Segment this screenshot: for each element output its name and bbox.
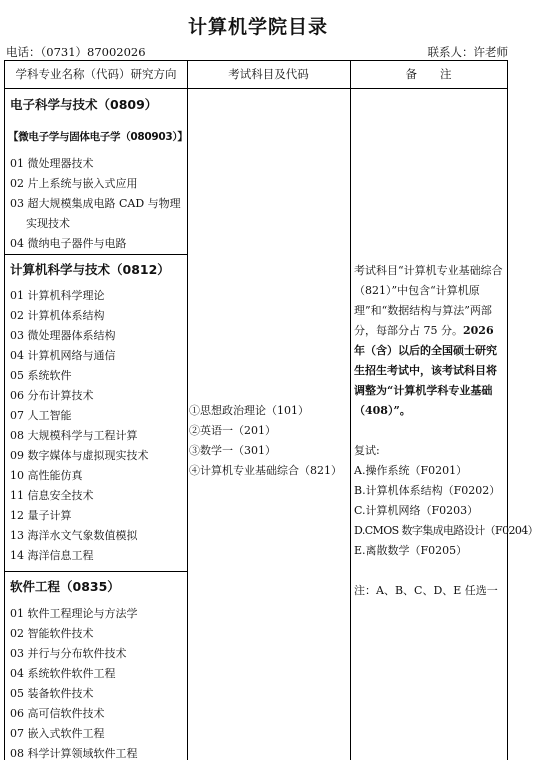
contact-person: 联系人：许老师 [427,45,508,59]
retest-subject: C.计算机网络（F0203） [354,504,479,517]
research-direction: 02 片上系统与嵌入式应用 [10,177,138,190]
research-direction: 06 分布计算技术 [10,389,94,402]
research-direction: 04 计算机网络与通信 [10,349,116,362]
research-direction: 09 数字媒体与虚拟现实技术 [10,449,149,462]
discipline-name: 软件工程（0835） [10,579,120,594]
notes-bold-text: 2026 年（含）以后的全国硕士研究生招生考试中，该考试科目将调整为“计算机学科专业基础（408）”。 [354,324,497,417]
column-divider [187,61,188,760]
catalog-table [4,60,538,760]
research-direction: 03 微处理器体系结构 [10,329,116,342]
exam-subject: ②英语一（201） [189,424,276,437]
column-header-notes: 备 注 [405,67,452,81]
research-direction: 10 高性能仿真 [10,469,83,482]
research-direction: 08 大规模科学与工程计算 [10,429,138,442]
research-direction: 03 超大规模集成电路 CAD 与物理实现技术 [10,197,181,230]
research-direction: 05 系统软件 [10,369,72,382]
exam-subject: ④计算机专业基础综合（821） [189,464,342,477]
research-direction: 01 软件工程理论与方法学 [10,607,138,620]
retest-label: 复试: [354,444,380,457]
notes-text: 考试科目“计算机专业基础综合（821）”中包含“计算机原理”和“数据结构与算法”两部分，每部分占 75 分。 [354,264,503,337]
retest-subject: E.离散数学（F0205） [354,544,468,557]
research-direction: 01 微处理器技术 [10,157,94,170]
research-direction: 03 并行与分布软件技术 [10,647,127,660]
retest-subject: A.操作系统（F0201） [354,464,468,477]
research-direction: 07 人工智能 [10,409,72,422]
research-direction: 07 嵌入式软件工程 [10,727,105,740]
research-direction: 12 量子计算 [10,509,72,522]
research-direction: 14 海洋信息工程 [10,549,94,562]
research-direction: 04 系统软件软件工程 [10,667,116,680]
research-direction: 11 信息安全技术 [10,489,94,502]
research-direction: 02 计算机体系结构 [10,309,105,322]
retest-subject: D.CMOS 数字集成电路设计（F0204） [354,524,538,537]
research-direction: 01 计算机科学理论 [10,289,105,302]
sub-discipline-name: 【微电子学与固体电子学（080903）】 [8,131,188,143]
research-direction: 04 微纳电子器件与电路 [10,237,127,250]
row-divider [5,254,187,255]
discipline-name: 计算机科学与技术（0812） [10,262,170,277]
exam-subject: ①思想政治理论（101） [189,404,309,417]
column-header-exam: 考试科目及代码 [228,67,309,81]
research-direction: 02 智能软件技术 [10,627,94,640]
research-direction: 08 科学计算领域软件工程 [10,747,138,760]
column-divider [350,61,351,760]
research-direction: 05 装备软件技术 [10,687,94,700]
retest-choose-note: 注：A、B、C、D、E 任选一 [354,584,498,597]
notes-paragraph [354,261,506,421]
discipline-name: 电子科学与技术（0809） [10,97,158,112]
page-title: 计算机学院目录 [187,16,328,38]
phone-number: 电话：（0731）87002026 [6,45,146,59]
column-header-discipline: 学科专业名称（代码）研究方向 [15,67,177,81]
row-divider [5,571,187,572]
retest-subject: B.计算机体系结构（F0202） [354,484,501,497]
research-direction: 13 海洋水文气象数值模拟 [10,529,138,542]
header-divider [5,88,507,89]
exam-subject: ③数学一（301） [189,444,276,457]
research-direction: 06 高可信软件技术 [10,707,105,720]
